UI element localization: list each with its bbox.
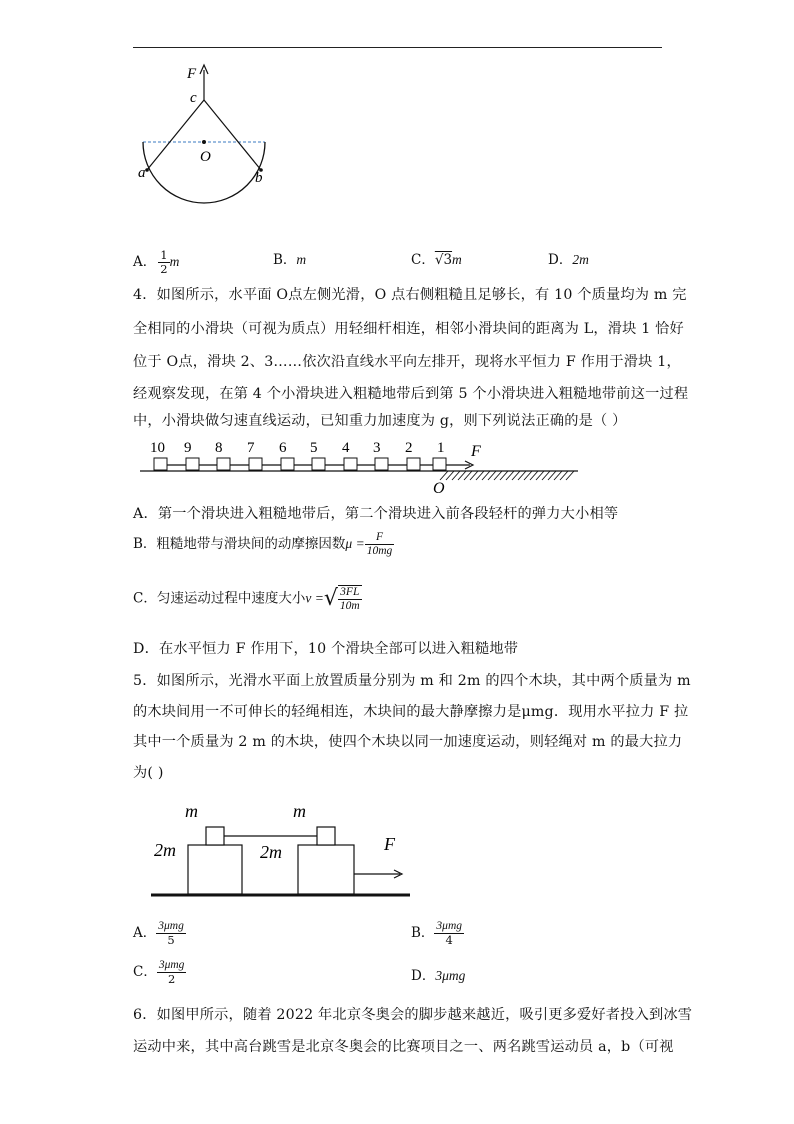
q4-option-c: C．匀速运动过程中速度大小v =√ $\frac{3FL}{10m}$ — [133, 586, 360, 612]
svg-text:10: 10 — [150, 440, 165, 456]
label-F: F — [471, 443, 481, 460]
q4-option-a: A．第一个滑块进入粗糙地带后，第二个滑块进入前各段轻杆的弹力大小相等 — [133, 506, 619, 522]
q5-option-d: D．3μmg — [411, 968, 466, 984]
q4-line-2: 全相同的小滑块（可视为质点）用轻细杆相连，相邻小滑块间的距离为 L，滑块 1 恰好 — [133, 321, 684, 337]
q5-line-2: 的木块间用一不可伸长的轻绳相连，木块间的最大静摩擦力是μmg．现用水平拉力 F 拉 — [133, 704, 689, 720]
q5-line-1: 5．如图所示，光滑水平面上放置质量分别为 m 和 2m 的四个木块，其中两个质量为 m — [133, 673, 691, 689]
header-rule — [133, 47, 662, 48]
q5-c-fraction: $\frac{\text{3μmg}}{2}$ — [158, 959, 185, 986]
semicircle-figure — [135, 60, 275, 210]
svg-text:7: 7 — [247, 440, 255, 456]
q3-option-b: B．m — [273, 252, 307, 268]
block-m-right — [317, 827, 335, 845]
block-m-left — [206, 827, 224, 845]
q5-option-b: B． $\frac{\text{3μmg}}{4}$ — [411, 920, 462, 947]
q4-line-4: 经观察发现，在第 4 个小滑块进入粗糙地带后到第 5 个小滑块进入粗糙地带前这一过程 — [133, 386, 689, 402]
rope-ca — [147, 100, 204, 170]
q5-line-3: 其中一个质量为 2 m 的木块，使四个木块以同一加速度运动，则轻绳对 m 的最大拉力 — [133, 734, 683, 750]
label-a: a — [138, 165, 146, 181]
label-b: b — [255, 170, 263, 186]
q4-line-3: 位于 O点，滑块 2、3……依次沿直线水平向左排开，现将水平恒力 F 作用于滑块 1， — [133, 354, 681, 370]
svg-text:4: 4 — [342, 440, 350, 456]
rough-hatching — [440, 471, 574, 480]
q3-option-d: D．2m — [548, 252, 589, 268]
q4-option-d: D．在水平恒力 F 作用下，10 个滑块全部可以进入粗糙地带 — [133, 641, 519, 657]
label-F: F — [384, 834, 395, 854]
label-m-right: m — [293, 801, 306, 821]
svg-text:9: 9 — [184, 440, 192, 456]
label-m-left: m — [185, 801, 198, 821]
q6-line-2: 运动中来，其中高台跳雪是北京冬奥会的比赛项目之一、两名跳雪运动员 a，b（可视 — [133, 1039, 674, 1055]
block-2m-right — [298, 845, 354, 894]
block-labels — [150, 440, 445, 456]
svg-text:5: 5 — [310, 440, 318, 456]
q4-option-b: B．粗糙地带与滑块间的动摩擦因数μ = $\frac{F}{10mg}$ — [133, 531, 393, 557]
svg-text:6: 6 — [279, 440, 287, 456]
center-point — [202, 140, 206, 144]
label-c: c — [190, 90, 197, 106]
svg-text:8: 8 — [215, 440, 223, 456]
rope-cb — [204, 100, 261, 170]
q5-b-fraction: $\frac{\text{3μmg}}{4}$ — [436, 920, 462, 947]
label-O: O — [433, 480, 445, 497]
q3-option-c: C．√3m — [411, 252, 462, 268]
q6-line-1: 6．如图甲所示，随着 2022 年北京冬奥会的脚步越来越近，吸引更多爱好者投入到冰雪 — [133, 1007, 693, 1023]
label-O: O — [200, 149, 211, 165]
q4-line-1: 4．如图所示，水平面 O点左侧光滑，O 点右侧粗糙且足够长，有 10 个质量均为 m 完 — [133, 287, 687, 303]
svg-text:2: 2 — [405, 440, 413, 456]
q4-line-5: 中，小滑块做匀速直线运动，已知重力加速度为 g，则下列说法正确的是（ ） — [133, 413, 627, 429]
q4-c-fraction: $\frac{3FL}{10m}$ — [339, 586, 360, 612]
blocks-figure — [148, 798, 418, 898]
label-2m-mid: 2m — [260, 842, 282, 862]
label-2m-left: 2m — [154, 840, 176, 860]
block-2m-left — [188, 845, 242, 894]
q3-a-fraction: $\frac{1}{2}$ — [160, 248, 168, 276]
sliders-figure — [140, 436, 580, 498]
q5-option-a: A． $\frac{\text{3μmg}}{5}$ — [133, 920, 184, 947]
label-F: F — [187, 66, 197, 82]
svg-text:3: 3 — [373, 440, 381, 456]
point-a — [145, 168, 149, 172]
q5-line-4: 为( ) — [133, 765, 164, 781]
slider-blocks — [154, 458, 446, 470]
q5-a-fraction: $\frac{\text{3μmg}}{5}$ — [158, 920, 184, 947]
q3-option-a: A． $\frac{1}{2}$ m — [133, 248, 180, 276]
svg-text:1: 1 — [437, 440, 445, 456]
q5-option-c: C． $\frac{\text{3μmg}}{2}$ — [133, 959, 185, 986]
q4-b-fraction: $\frac{F}{10mg}$ — [366, 531, 393, 557]
